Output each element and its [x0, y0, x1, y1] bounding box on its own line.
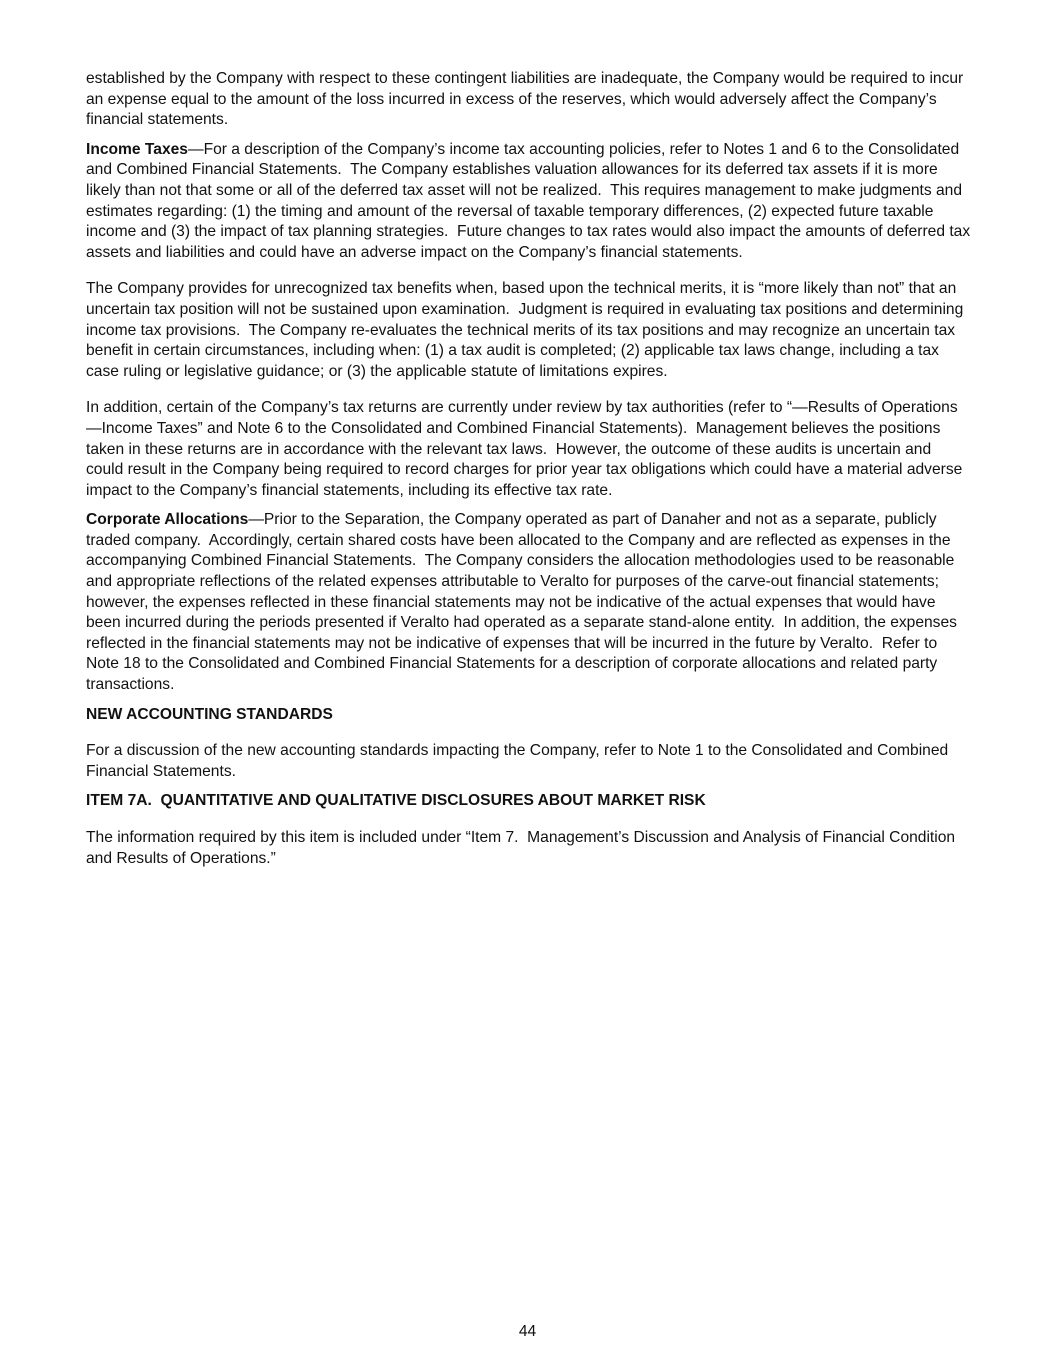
corporate-allocations-body: —Prior to the Separation, the Company operated as part of Danaher and not as a separate, publicly traded company. Accordingly, certain shared costs have been allocated to the Company and are reflected as expenses in the accompanying Combined Financial Statements. The Company considers the allocation methodologies used to be reasonable and appropriate reflections of the related expenses attributable to Veralto for purposes of the carve-out financial statements; however, the expenses reflected in these financial statements may not be indicative of the actual expenses that would have been incurred during the periods presented if Veralto had operated as a separate stand-alone entity. In addition, the expenses reflected in the financial statements may not be indicative of expenses that will be incurred in the future by Veralto. Refer to Note 18 to the Consolidated and Combined Financial Statements for a description of corporate allocations and related party transactions.: [86, 511, 962, 694]
tax-returns-review-paragraph: In addition, certain of the Company’s tax returns are currently under review by tax authorities (refer to “—Results of Operations—Income Taxes” and Note 6 to the Consolidated and Combined Financial Statements). Management believes the positions taken in these returns are in accordance with the relevant tax laws. However, the outcome of these audits is uncertain and could result in the Company being required to record charges for prior year tax obligations which could have a material adverse impact to the Company’s financial statements, including its effective tax rate.: [86, 399, 967, 499]
item-7a-paragraph: The information required by this item is included under “Item 7. Management’s Discussion and Analysis of Financial Condition and Results of Operations.”: [86, 829, 960, 867]
corporate-allocations-paragraph: [86, 510, 972, 695]
new-accounting-standards-heading: NEW ACCOUNTING STANDARDS: [86, 705, 333, 723]
income-taxes-paragraph: [86, 140, 975, 264]
corporate-allocations-title: Corporate Allocations: [86, 511, 249, 529]
page-number: 44: [518, 1323, 537, 1340]
new-accounting-standards-paragraph: For a discussion of the new accounting standards impacting the Company, refer to Note 1 to the Consolidated and Combined Financial Statements.: [86, 742, 953, 780]
unrecognized-tax-benefits-paragraph: The Company provides for unrecognized tax benefits when, based upon the technical merits, it is “more likely than not” that an uncertain tax position will not be sustained upon examination. Judgment is required in evaluating tax positions and determining income tax provisions. The Company re-evaluates the technical merits of its tax positions and may recognize an uncertain tax benefit in certain circumstances, including when: (1) a tax audit is completed; (2) applicable tax laws change, including a tax case ruling or legislative guidance; or (3) the applicable statute of limitations expires.: [86, 280, 968, 380]
document-page: [86, 69, 975, 878]
income-taxes-title: Income Taxes: [86, 140, 188, 158]
contingent-liabilities-paragraph: established by the Company with respect to these contingent liabilities are inadequate, the Company would be required to incur an expense equal to the amount of the loss incurred in excess of the reserves, which would adversely affect the Company’s financial statements.: [86, 70, 968, 129]
income-taxes-body: —For a description of the Company’s income tax accounting policies, refer to Notes 1 and 6 to the Consolidated and Combined Financial Statements. The Company establishes valuation allowances for its deferred tax assets if it is more likely than not that some or all of the deferred tax asset will not be realized. This requires management to make judgments and estimates regarding: (1) the timing and amount of the reversal of taxable temporary differences, (2) expected future taxable income and (3) the impact of tax planning strategies. Future changes to tax rates would also impact the amounts of deferred tax assets and liabilities and could have an adverse impact on the Company’s financial statements.: [86, 140, 975, 261]
item-7a-heading: ITEM 7A. QUANTITATIVE AND QUALITATIVE DISCLOSURES ABOUT MARKET RISK: [86, 792, 706, 810]
